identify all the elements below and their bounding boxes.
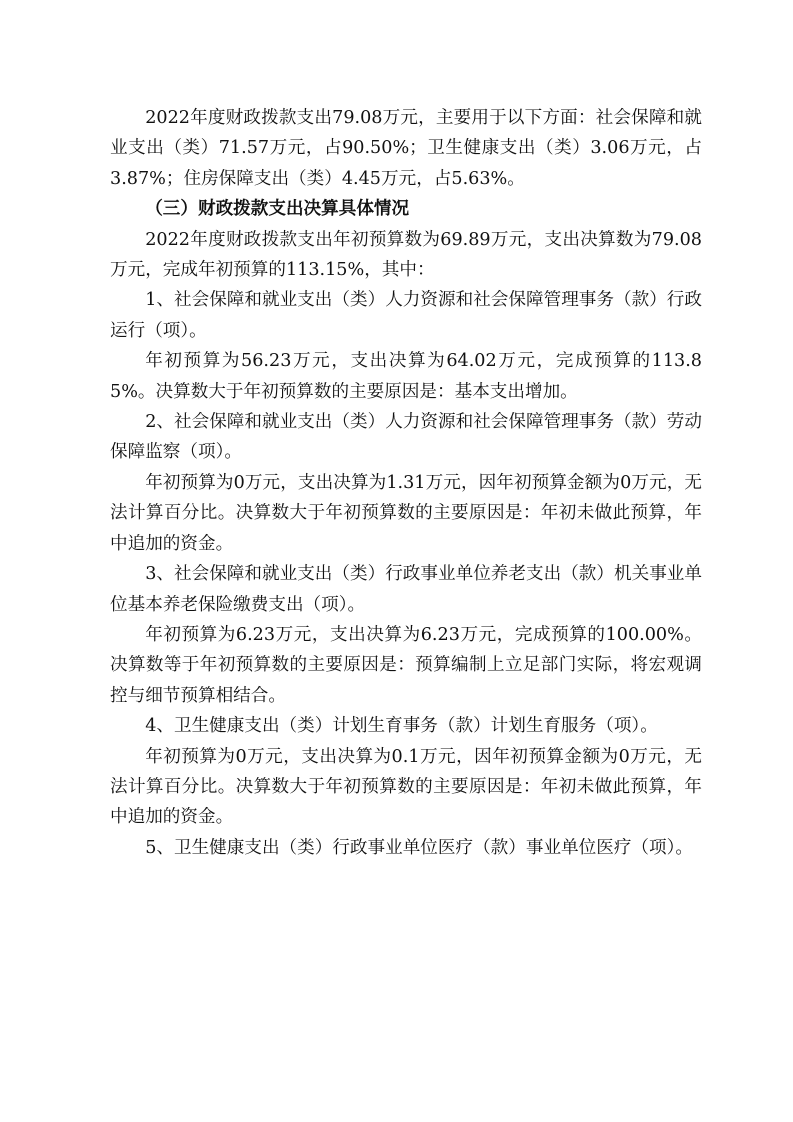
paragraph-budget-overview: 2022年度财政拨款支出年初预算数为69.89万元，支出决算数为79.08万元，完成年初预算的113.15%，其中： xyxy=(110,229,702,281)
paragraph-expenditure-summary: 2022年度财政拨款支出79.08万元，主要用于以下方面：社会保障和就业支出（类）71.57万元，占90.50%；卫生健康支出（类）3.06万元，占3.87%；住房保障支出（类）4.45万元，占5.63%。 xyxy=(110,108,702,189)
paragraph-item-2-title: 2、社会保障和就业支出（类）人力资源和社会保障管理事务（款）劳动保障监察（项）。 xyxy=(110,412,702,463)
paragraph-item-4-detail: 年初预算为0万元，支出决算为0.1万元，因年初预算金额为0万元，无法计算百分比。决算数大于年初预算数的主要原因是：年初未做此预算，年中追加的资金。 xyxy=(110,746,702,828)
paragraph-item-5-title: 5、卫生健康支出（类）行政事业单位医疗（款）事业单位医疗（项）。 xyxy=(145,837,693,858)
paragraph-item-3-detail: 年初预算为6.23万元，支出决算为6.23万元，完成预算的100.00%。决算数等于年初预算数的主要原因是：预算编制上立足部门实际，将宏观调控与细节预算相结合。 xyxy=(110,624,702,706)
paragraph-item-4-title: 4、卫生健康支出（类）计划生育事务（款）计划生育服务（项）。 xyxy=(145,716,658,737)
section-heading: （三）财政拨款支出决算具体情况 xyxy=(145,199,410,220)
paragraph-item-3-title: 3、社会保障和就业支出（类）行政事业单位养老支出（款）机关事业单位基本养老保险缴费支出（项）。 xyxy=(110,564,702,615)
paragraph-item-1-title: 1、社会保障和就业支出（类）人力资源和社会保障管理事务（款）行政运行（项）。 xyxy=(110,290,702,341)
document-body xyxy=(110,103,702,863)
paragraph-item-1-detail: 年初预算为56.23万元，支出决算为64.02万元，完成预算的113.85%。决算数大于年初预算数的主要原因是：基本支出增加。 xyxy=(110,351,702,402)
paragraph-item-2-detail: 年初预算为0万元，支出决算为1.31万元，因年初预算金额为0万元，无法计算百分比。决算数大于年初预算数的主要原因是：年初未做此预算，年中追加的资金。 xyxy=(110,472,702,554)
